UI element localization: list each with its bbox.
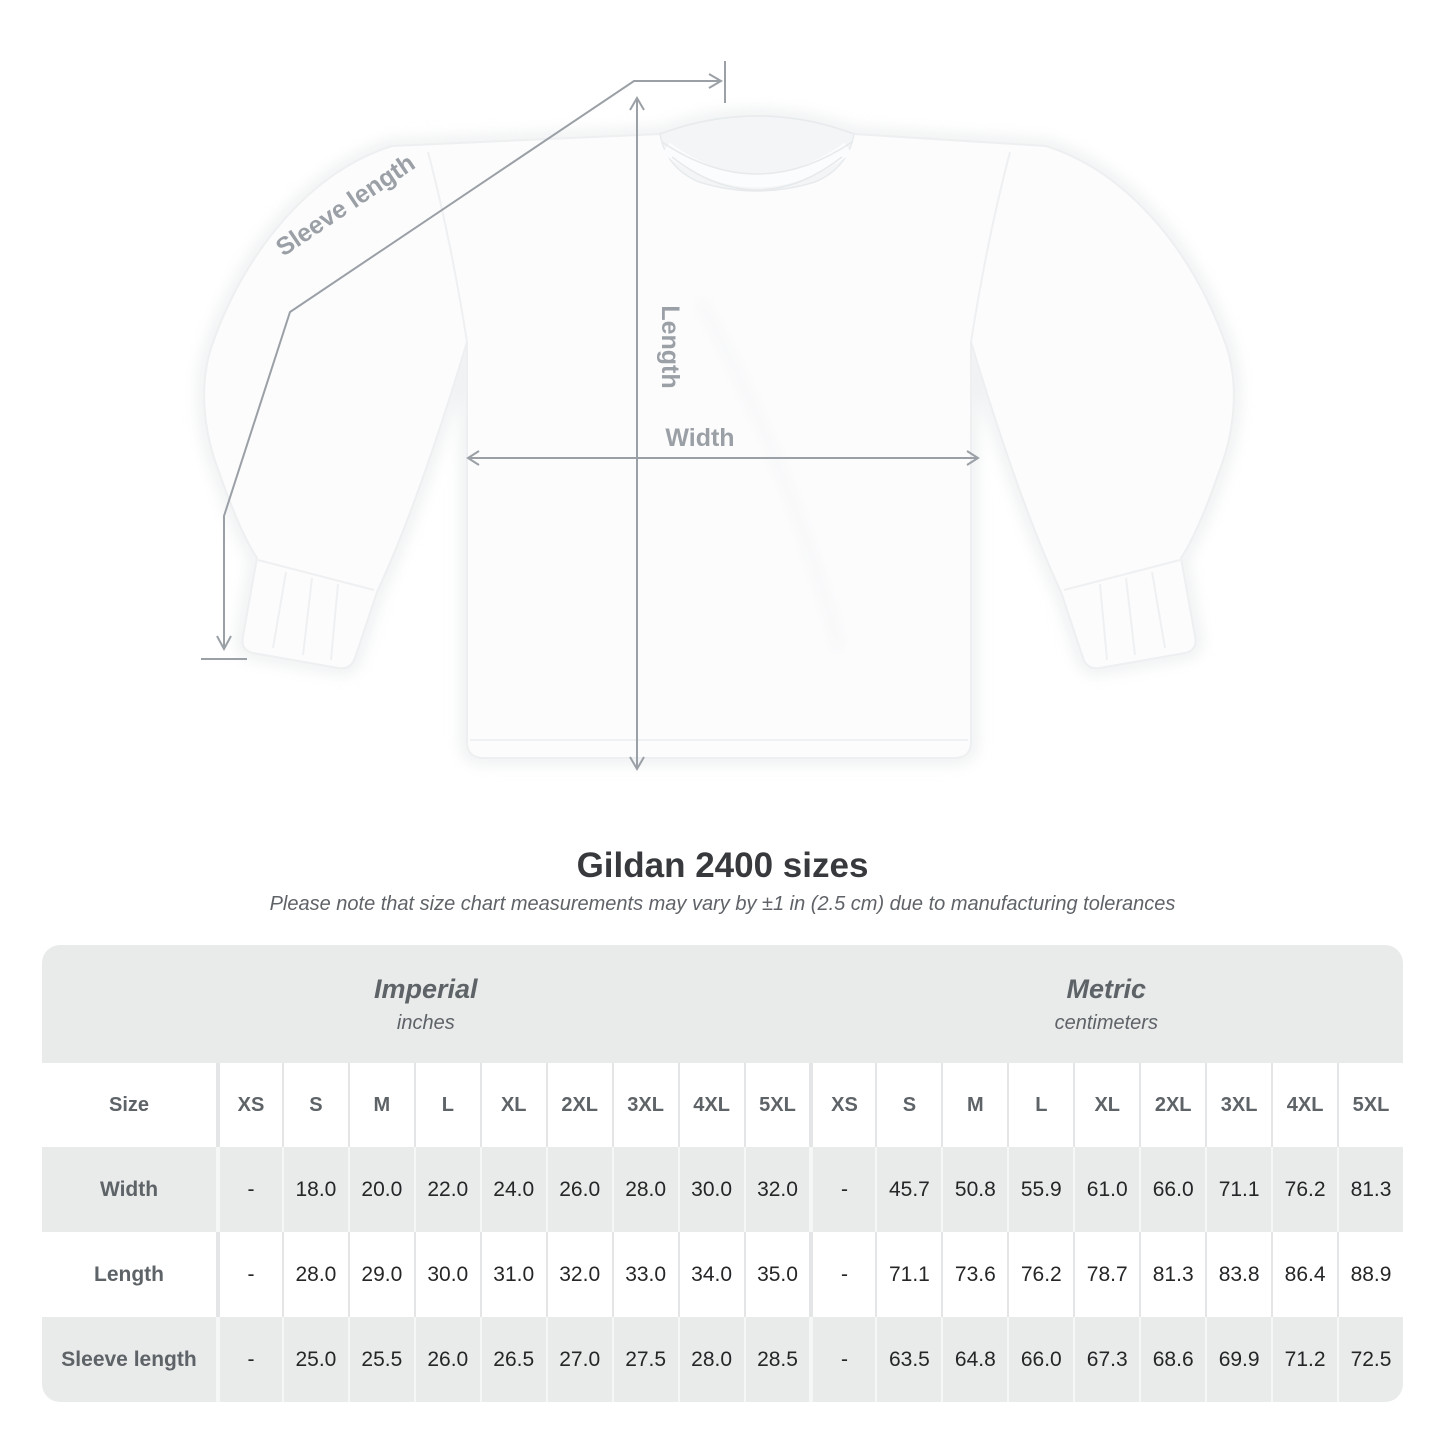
size-table-grid xyxy=(42,1063,1403,1402)
table-row xyxy=(42,1317,1403,1402)
metric-unit-label: centimeters xyxy=(1054,1011,1158,1034)
size-header-cell: S xyxy=(875,1063,941,1147)
value-cell: 71.2 xyxy=(1271,1317,1337,1402)
row-label: Length xyxy=(94,1262,164,1286)
value-cell: 71.1 xyxy=(875,1232,941,1317)
value-cell: 61.0 xyxy=(1073,1147,1139,1232)
value-cell: 66.0 xyxy=(1007,1317,1073,1402)
size-header-cell: 4XL xyxy=(678,1063,744,1147)
value-cell: 66.0 xyxy=(1139,1147,1205,1232)
value-cell: 72.5 xyxy=(1337,1317,1403,1402)
value-cell: 50.8 xyxy=(941,1147,1007,1232)
value-cell: - xyxy=(216,1232,282,1317)
value-cell: 73.6 xyxy=(941,1232,1007,1317)
value-cell: 71.1 xyxy=(1205,1147,1271,1232)
value-cell: 25.0 xyxy=(282,1317,348,1402)
value-cell: 67.3 xyxy=(1073,1317,1139,1402)
length-label: Length xyxy=(656,305,684,389)
size-header-cell: 4XL xyxy=(1271,1063,1337,1147)
value-cell: 26.5 xyxy=(480,1317,546,1402)
size-header-cell: L xyxy=(414,1063,480,1147)
size-header-cell: 2XL xyxy=(546,1063,612,1147)
size-header-cell: 2XL xyxy=(1139,1063,1205,1147)
unit-header-band xyxy=(42,945,1403,1063)
metric-group-header xyxy=(810,945,1403,1063)
value-cell: 86.4 xyxy=(1271,1232,1337,1317)
imperial-label: Imperial xyxy=(374,973,478,1004)
size-header-cell: 3XL xyxy=(612,1063,678,1147)
value-cell: 83.8 xyxy=(1205,1232,1271,1317)
value-cell: 24.0 xyxy=(480,1147,546,1232)
size-header-cell: L xyxy=(1007,1063,1073,1147)
value-cell: 29.0 xyxy=(348,1232,414,1317)
value-cell: 35.0 xyxy=(744,1232,810,1317)
imperial-group-header xyxy=(42,945,810,1063)
table-row xyxy=(42,1147,1403,1232)
value-cell: 28.0 xyxy=(678,1317,744,1402)
width-label: Width xyxy=(665,424,735,452)
value-cell: 28.0 xyxy=(282,1232,348,1317)
row-label: Sleeve length xyxy=(61,1347,197,1371)
size-header-cell: 5XL xyxy=(744,1063,810,1147)
value-cell: 31.0 xyxy=(480,1232,546,1317)
size-header-cell: 5XL xyxy=(1337,1063,1403,1147)
page-title: Gildan 2400 sizes xyxy=(576,846,869,885)
size-header-cell: M xyxy=(348,1063,414,1147)
value-cell: - xyxy=(809,1232,875,1317)
value-cell: 32.0 xyxy=(744,1147,810,1232)
tolerance-note: Please note that size chart measurements may vary by ±1 in (2.5 cm) due to manufacturing tolerances xyxy=(269,893,1176,915)
value-cell: 55.9 xyxy=(1007,1147,1073,1232)
value-cell: 33.0 xyxy=(612,1232,678,1317)
value-cell: 22.0 xyxy=(414,1147,480,1232)
value-cell: 34.0 xyxy=(678,1232,744,1317)
value-cell: - xyxy=(809,1147,875,1232)
value-cell: 32.0 xyxy=(546,1232,612,1317)
size-header-cell: XS xyxy=(809,1063,875,1147)
value-cell: 81.3 xyxy=(1139,1232,1205,1317)
value-cell: 63.5 xyxy=(875,1317,941,1402)
sleeve-length-label: Sleeve length xyxy=(270,148,421,263)
size-header-cell: XS xyxy=(216,1063,282,1147)
value-cell: 26.0 xyxy=(414,1317,480,1402)
table-row xyxy=(42,1063,1403,1147)
value-cell: 20.0 xyxy=(348,1147,414,1232)
value-cell: - xyxy=(216,1147,282,1232)
value-cell: 28.0 xyxy=(612,1147,678,1232)
value-cell: - xyxy=(809,1317,875,1402)
value-cell: 76.2 xyxy=(1007,1232,1073,1317)
size-column-header: Size xyxy=(108,1093,150,1116)
value-cell: 28.5 xyxy=(744,1317,810,1402)
size-header-cell: 3XL xyxy=(1205,1063,1271,1147)
value-cell: 81.3 xyxy=(1337,1147,1403,1232)
value-cell: 26.0 xyxy=(546,1147,612,1232)
table-row xyxy=(42,1232,1403,1317)
value-cell: 88.9 xyxy=(1337,1232,1403,1317)
value-cell: 68.6 xyxy=(1139,1317,1205,1402)
value-cell: 78.7 xyxy=(1073,1232,1139,1317)
size-header-cell: S xyxy=(282,1063,348,1147)
value-cell: 30.0 xyxy=(678,1147,744,1232)
imperial-unit-label: inches xyxy=(396,1011,455,1034)
value-cell: 76.2 xyxy=(1271,1147,1337,1232)
size-header-cell: M xyxy=(941,1063,1007,1147)
size-table xyxy=(42,945,1403,1402)
value-cell: 45.7 xyxy=(875,1147,941,1232)
value-cell: 30.0 xyxy=(414,1232,480,1317)
value-cell: 25.5 xyxy=(348,1317,414,1402)
size-header-cell: XL xyxy=(480,1063,546,1147)
value-cell: 27.0 xyxy=(546,1317,612,1402)
value-cell: 64.8 xyxy=(941,1317,1007,1402)
value-cell: 69.9 xyxy=(1205,1317,1271,1402)
value-cell: - xyxy=(216,1317,282,1402)
row-label: Width xyxy=(99,1177,159,1201)
value-cell: 27.5 xyxy=(612,1317,678,1402)
metric-label: Metric xyxy=(1066,973,1147,1004)
value-cell: 18.0 xyxy=(282,1147,348,1232)
size-header-cell: XL xyxy=(1073,1063,1139,1147)
